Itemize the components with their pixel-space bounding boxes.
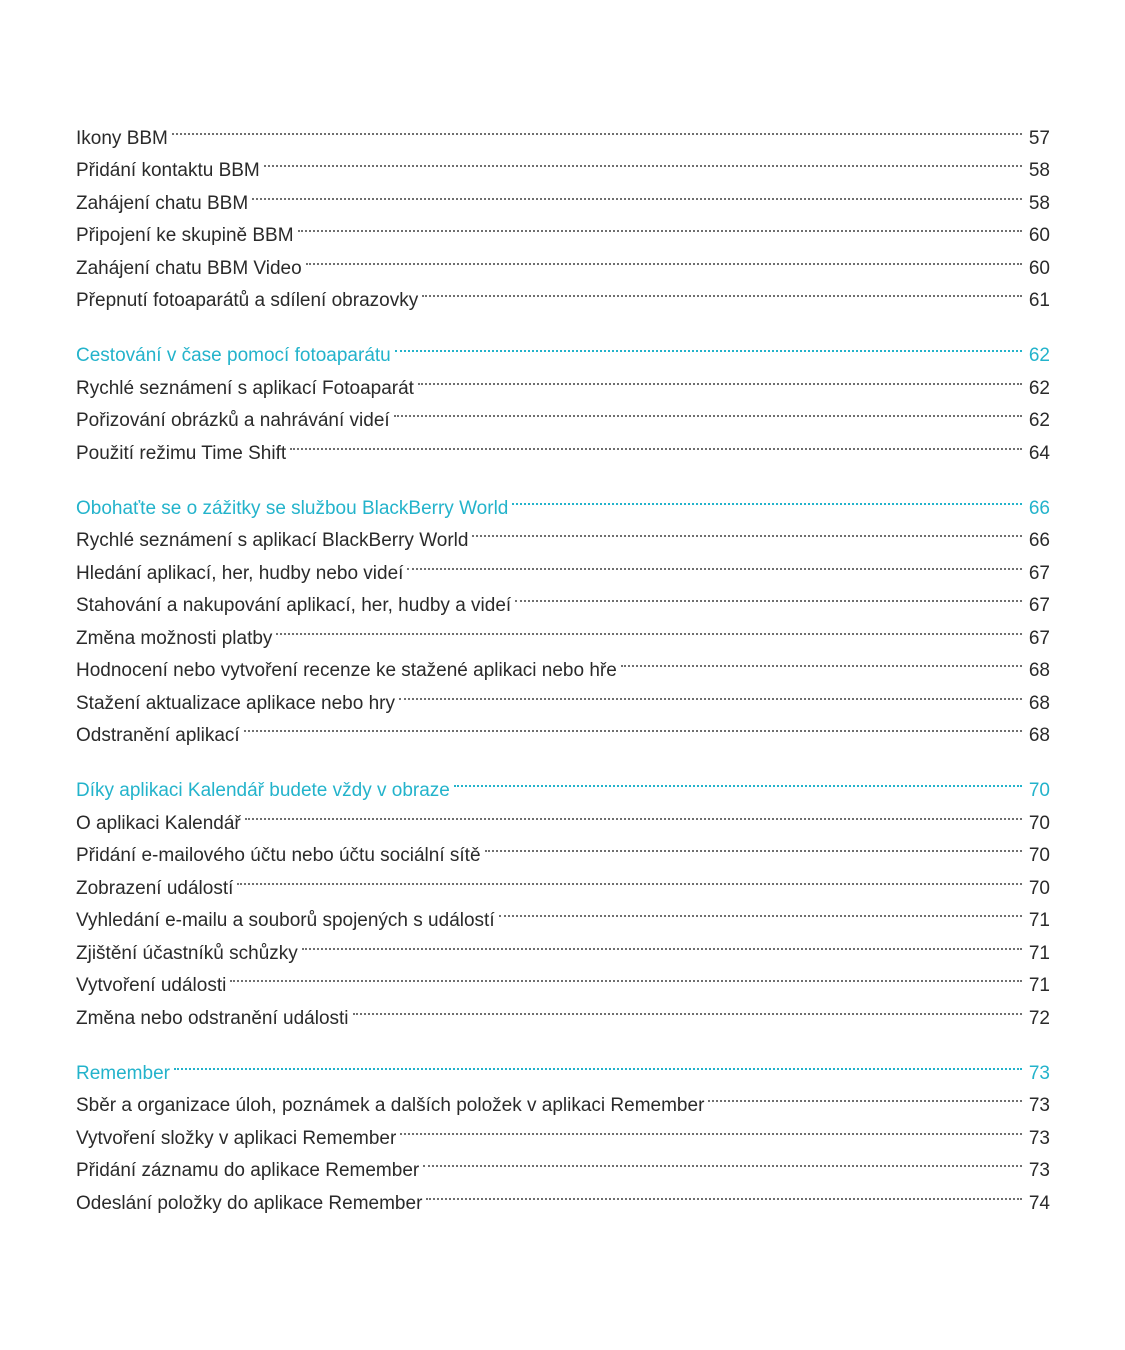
toc-entry-page: 74 [1028,1192,1050,1214]
toc-entry-page: 62 [1028,377,1050,399]
toc-entry-title: Připojení ke skupině BBM [76,225,294,246]
dot-leader [422,274,1022,307]
dot-leader [395,329,1022,362]
toc-entry-title: Použití režimu Time Shift [76,442,287,464]
toc-heading-page: 73 [1028,1062,1050,1084]
toc-entry-title: Přidání záznamu do aplikace Remember [76,1160,420,1181]
dot-leader [423,1144,1022,1177]
dot-leader [245,796,1022,829]
toc-entry-page: 61 [1028,290,1050,311]
dot-leader [512,481,1022,514]
toc-entry-title: Hodnocení nebo vytvoření recenze ke stažené aplikaci nebo hře [76,660,617,681]
toc-entry-page: 62 [1028,410,1050,431]
toc-entry-title: Zahájení chatu BBM Video [76,257,302,279]
dot-leader [237,861,1022,894]
toc-entry-title: Vytvoření složky v aplikaci Remember [76,1127,397,1149]
toc-entry-page: 67 [1028,595,1050,616]
dot-leader [621,644,1022,677]
toc-entry-title: Změna nebo odstranění události [76,1007,349,1029]
toc-section-heading[interactable] [76,481,1050,519]
toc-entry-title: Sběr a organizace úloh, poznámek a dalších položek v aplikaci Remember [76,1095,705,1116]
dot-leader [252,176,1022,209]
toc-entry-page: 72 [1028,1007,1050,1029]
toc-entry-page: 71 [1028,910,1050,931]
toc-entry[interactable] [76,1079,1050,1116]
dot-leader [298,209,1022,242]
toc-heading-title: Cestování v čase pomocí fotoaparátu [76,345,391,366]
dot-leader [264,144,1022,177]
toc-entry-title: Přepnutí fotoaparátů a sdílení obrazovky [76,290,419,311]
dot-leader [426,1176,1022,1209]
toc-entry-title: Zobrazení událostí [76,877,234,899]
dot-leader [399,676,1022,709]
toc-entry-title: Vyhledání e-mailu a souborů spojených s událostí [76,910,495,931]
toc-entry[interactable] [76,144,1050,181]
toc-entry-title: Rychlé seznámení s aplikací Fotoaparát [76,377,414,399]
toc-entry[interactable] [76,111,1050,149]
toc-entry-title: Rychlé seznámení s aplikací BlackBerry World [76,530,469,551]
toc-heading-page: 70 [1028,780,1050,801]
toc-entry-title: Přidání e-mailového účtu nebo účtu sociální sítě [76,845,481,866]
toc-entry-title: Hledání aplikací, her, hudby nebo videí [76,562,404,584]
dot-leader [418,361,1022,394]
toc-entry-page: 71 [1028,975,1050,996]
toc-section-calendar [76,764,1050,1029]
toc-entry-page: 68 [1028,660,1050,681]
toc-entry-page: 67 [1028,627,1050,649]
toc-entry-page: 73 [1028,1095,1050,1116]
toc-entry-page: 68 [1028,725,1050,746]
toc-section-heading[interactable] [76,329,1050,366]
dot-leader [708,1079,1022,1112]
dot-leader [306,241,1022,274]
toc-entry-page: 71 [1028,942,1050,964]
toc-section-heading[interactable] [76,1046,1050,1084]
toc-entry-page: 58 [1028,192,1050,214]
toc-entry-page: 73 [1028,1160,1050,1181]
toc-entry-title: Přidání kontaktu BBM [76,160,260,181]
dot-leader [172,111,1022,144]
toc-entry-page: 57 [1028,127,1050,149]
toc-entry-page: 68 [1028,692,1050,714]
dot-leader [400,1111,1022,1144]
dot-leader [290,426,1022,459]
toc-entry-page: 73 [1028,1127,1050,1149]
dot-leader [230,959,1022,992]
toc-section-remember [76,1046,1050,1214]
toc-heading-title: Remember [76,1062,170,1084]
dot-leader [472,514,1022,547]
toc-entry-page: 64 [1028,442,1050,464]
toc-entry-title: O aplikaci Kalendář [76,812,241,834]
toc-section-camera [76,329,1050,464]
dot-leader [244,709,1022,742]
dot-leader [499,894,1022,927]
toc-entry-page: 67 [1028,562,1050,584]
toc-entry-title: Stahování a nakupování aplikací, her, hudby a videí [76,595,512,616]
toc-entry-title: Zahájení chatu BBM [76,192,249,214]
toc-entry-title: Vytvoření události [76,975,227,996]
toc-entry-title: Ikony BBM [76,127,168,149]
toc-section-blackberry-world [76,481,1050,746]
toc-entry-title: Zjištění účastníků schůzky [76,942,298,964]
toc-heading-page: 62 [1028,345,1050,366]
toc-entry-title: Změna možnosti platby [76,627,273,649]
toc-section-bbm [76,111,1050,311]
dot-leader [353,991,1022,1024]
dot-leader [407,546,1022,579]
toc-entry-title: Odeslání položky do aplikace Remember [76,1192,423,1214]
toc-entry-page: 70 [1028,877,1050,899]
toc-entry-page: 60 [1028,225,1050,246]
toc-entry-title: Odstranění aplikací [76,725,240,746]
dot-leader [174,1046,1022,1079]
toc-entry-title: Stažení aktualizace aplikace nebo hry [76,692,395,714]
toc-heading-page: 66 [1028,497,1050,519]
toc-entry-page: 58 [1028,160,1050,181]
toc-heading-title: Díky aplikaci Kalendář budete vždy v obraze [76,780,450,801]
dot-leader [276,611,1022,644]
toc-section-heading[interactable] [76,764,1050,801]
dot-leader [454,764,1022,797]
table-of-contents [76,111,1050,1214]
toc-entry-title: Pořizování obrázků a nahrávání videí [76,410,390,431]
dot-leader [515,579,1022,612]
dot-leader [485,829,1022,862]
toc-entry-page: 66 [1028,530,1050,551]
dot-leader [394,394,1022,427]
toc-heading-title: Obohaťte se o zážitky se službou BlackBerry World [76,497,509,519]
toc-entry-page: 70 [1028,812,1050,834]
toc-entry-page: 70 [1028,845,1050,866]
toc-entry-page: 60 [1028,257,1050,279]
dot-leader [302,926,1022,959]
